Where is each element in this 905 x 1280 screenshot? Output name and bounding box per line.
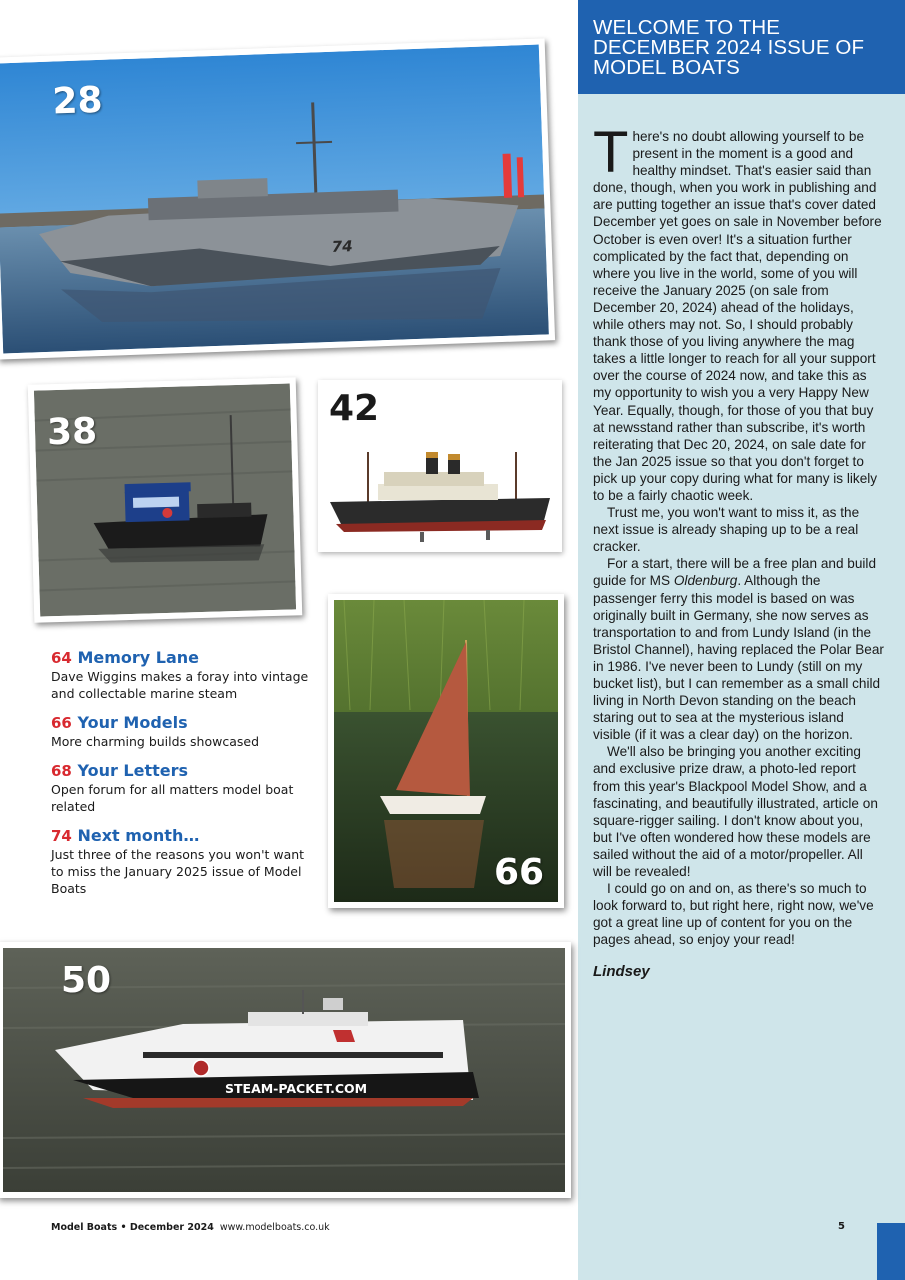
editorial-paragraph: Trust me, you won't want to miss it, as the next issue is already shaping up to be a real cracker. (593, 505, 860, 555)
footer-url[interactable]: www.modelboats.co.uk (219, 1222, 330, 1233)
welcome-title: WELCOME TO THE DECEMBER 2024 ISSUE OF MODEL BOATS (593, 16, 865, 79)
contents-entry[interactable] (51, 648, 313, 702)
contents-entry-desc: Dave Wiggins makes a foray into vintage and collectable marine steam (51, 669, 309, 701)
editorial-paragraph: I could go on and on, as there's so much to look forward to, but right here, right now, we've got a great line up of content for you on the pages ahead, so enjoy your read! (593, 881, 874, 948)
editorial-column (578, 0, 905, 1280)
page-footer (51, 1222, 330, 1233)
photo-42 (318, 380, 562, 552)
welcome-header (578, 0, 905, 94)
contents-entry-desc: More charming builds showcased (51, 734, 260, 749)
photo-66 (328, 594, 564, 908)
contents-list (51, 648, 313, 908)
page-number-badge: 28 (51, 79, 104, 123)
drop-cap: T (593, 120, 629, 185)
contents-entry-title: 68 Your Letters (51, 761, 189, 780)
contents-entry-title: 74 Next month… (51, 826, 200, 845)
footer-magazine: Model Boats • December 2024 (51, 1222, 214, 1233)
page-number-badge: 50 (61, 960, 112, 1001)
editor-signoff: Lindsey (593, 962, 650, 980)
svg-text:STEAM-PACKET.COM: STEAM-PACKET.COM (225, 1081, 368, 1096)
contents-entry-title: 64 Memory Lane (51, 648, 200, 667)
editorial-paragraph: For a start, there will be a free plan and build guide for MS Oldenburg. Although the passenger ferry this model is based on was originally built in Germany, she now serves as transportation to and from Lundy Island (in the Bristol Channel), having replaced the Polar Bear in 1986. I've never been to Lundy (still on my bucket list), but I can remember as a small child living in North Devon standing on the beach staring out to sea at the mysterious island visible (if it was a clear day) on the horizon. (593, 556, 884, 743)
contents-entry-desc: Open forum for all matters model boat related (51, 782, 294, 814)
photo-50 (0, 942, 571, 1198)
contents-entry-title: 66 Your Models (51, 713, 188, 732)
contents-entry-desc: Just three of the reasons you won't want to miss the January 2025 issue of Model Boats (51, 847, 305, 896)
photo-38 (28, 377, 303, 622)
editorial-paragraph: There's no doubt allowing yourself to be present in the moment is a good and healthy mindset. That's easier said than done, though, when you work in publishing and are putting together an issue that's cover dated December yet goes on sale in November before October is even over! It's a situation further complicated by the fact that, depending on where you live in the world, some of you will receive the January 2025 (on sale from December 20, 2024) ahead of the holidays, while others may not. So, I should probably thank those of you living anywhere the mag takes a little longer to reach for all your support over the course of 2024 now, and take this as my opportunity to wish you a very Happy New Year. Equally, though, for those of you that buy at newsstand rather than subscribe, it's worth reiterating that Dec 20, 2024, on sale date for the Jan 2025 issue so that you don't forget to pick up your copy during what for many is likely to be a fairly chaotic week. (593, 120, 882, 503)
contents-entry[interactable] (51, 713, 313, 750)
photo-28 (0, 38, 555, 359)
page-number-badge: 66 (494, 852, 545, 893)
page-number: 5 (838, 1221, 845, 1232)
contents-entry[interactable] (51, 826, 313, 897)
editorial-text (593, 120, 885, 980)
svg-text:74: 74 (331, 237, 353, 256)
page-number-badge: 42 (329, 388, 380, 429)
editorial-paragraph: We'll also be bringing you another exciting and exclusive prize draw, a photo-led report from this year's Blackpool Model Show, and a fascinating, and beautifully illustrated, article on square-rigger sailing. I don't know about you, but I've often wondered how these models are sailed without the aid of a motor/propeller. All will be revealed! (593, 744, 878, 880)
page-number-badge: 38 (46, 410, 98, 454)
contents-entry[interactable] (51, 761, 313, 815)
page-corner-tab (877, 1223, 905, 1280)
